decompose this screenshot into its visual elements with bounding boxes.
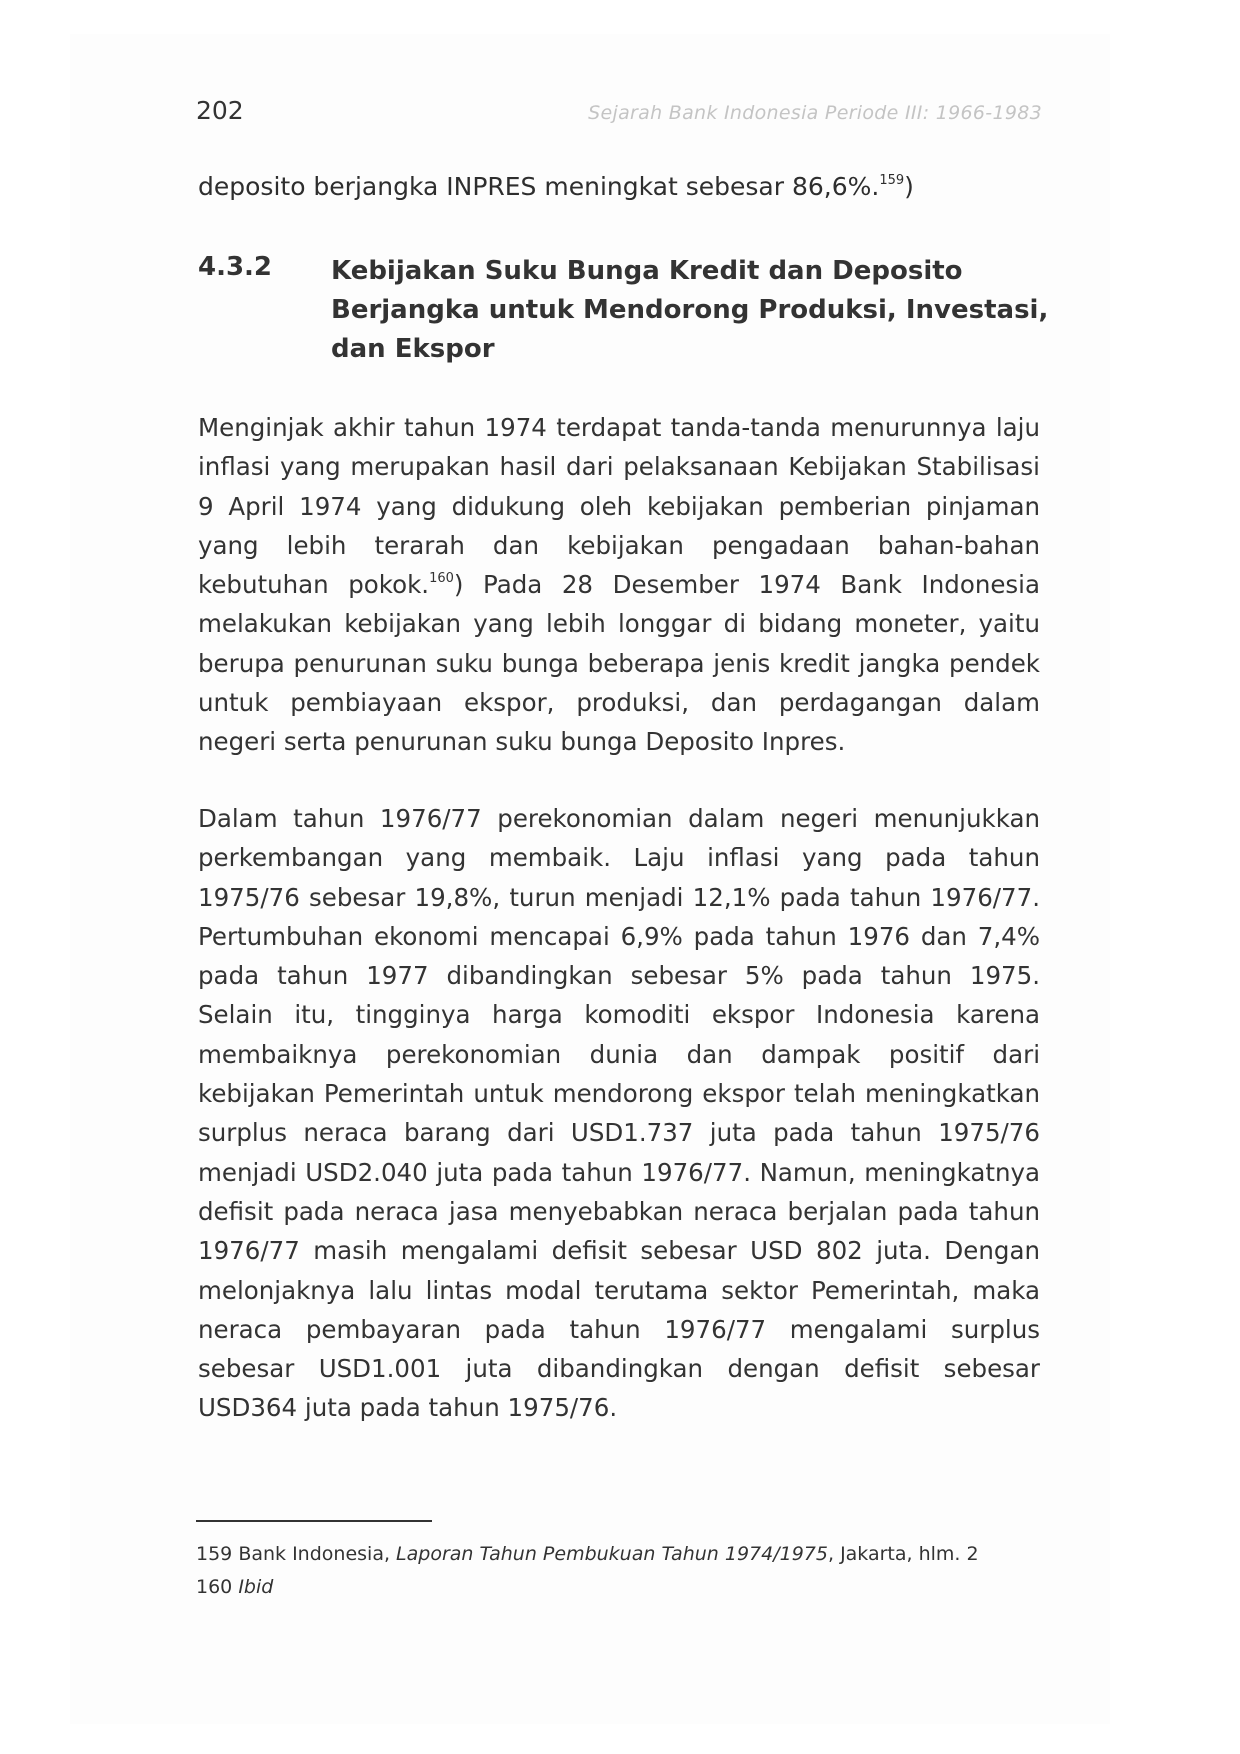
footnote-title: Ibid [238,1576,274,1598]
footnote-number: 159 [196,1543,233,1565]
footnote-divider [196,1520,432,1522]
section-number: 4.3.2 [198,252,273,282]
footnote-ref-159[interactable]: 159 [879,173,905,188]
footnote-number: 160 [196,1576,233,1598]
paragraph-1-part-1: Menginjak akhir tahun 1974 terdapat tanda-tanda menurunnya laju inflasi yang merupakan hasil dari pelaksanaan Kebijakan Stabilisasi 9 April 1974 yang didukung oleh kebijakan pemberian pinjaman yang lebih terarah dan kebijakan pengadaan bahan-bahan kebutuhan pokok. [198,413,1040,600]
footnote-title: Laporan Tahun Pembukuan Tahun 1974/1975 [396,1543,828,1565]
carryover-line [198,172,914,201]
footnote-160 [196,1571,1056,1604]
footnote-rest: , Jakarta, hlm. 2 [827,1543,979,1565]
carryover-close: ) [904,172,914,201]
footnotes [196,1538,1056,1604]
running-head: Sejarah Bank Indonesia Periode III: 1966-1983 [588,102,1042,124]
paragraph-2: Dalam tahun 1976/77 perekonomian dalam negeri menunjukkan perkembangan yang membaik. Laju inflasi yang pada tahun 1975/76 sebesar 19,8%, turun menjadi 12,1% pada tahun 1976/77. Pertumbuhan ekonomi mencapai 6,9% pada tahun 1976 dan 7,4% pada tahun 1977 dibandingkan sebesar 5% pada tahun 1975. Selain itu, tingginya harga komoditi ekspor Indonesia karena membaiknya perekonomian dunia dan dampak positif dari kebijakan Pemerintah untuk mendorong ekspor telah meningkatkan surplus neraca barang dari USD1.737 juta pada tahun 1975/76 menjadi USD2.040 juta pada tahun 1976/77. Namun, meningkatnya defisit pada neraca jasa menyebabkan neraca berjalan pada tahun 1976/77 masih mengalami defisit sebesar USD 802 juta. Dengan melonjaknya lalu lintas modal terutama sektor Pemerintah, maka neraca pembayaran pada tahun 1976/77 mengalami surplus sebesar USD1.001 juta dibandingkan dengan defisit sebesar USD364 juta pada tahun 1975/76. [198,804,1040,1423]
footnote-159 [196,1538,1056,1571]
footnote-source: Bank Indonesia, [238,1543,390,1565]
paragraph-1 [198,408,1040,762]
footnote-ref-160[interactable]: 160 [429,571,454,587]
section-title: Kebijakan Suku Bunga Kredit dan Deposito Berjangka untuk Mendorong Produksi, Investasi, dan Ekspor [331,256,1049,364]
paragraph-1-part-2: ) Pada 28 Desember 1974 Bank Indonesia melakukan kebijakan yang lebih longgar di bidang moneter, yaitu berupa penurunan suku bunga beberapa jenis kredit jangka pendek untuk pembiayaan ekspor, produksi, dan perdagangan dalam negeri serta penurunan suku bunga Deposito Inpres. [198,570,1040,757]
page-number: 202 [196,96,244,125]
carryover-text: deposito berjangka INPRES meningkat sebesar 86,6%. [198,172,880,201]
